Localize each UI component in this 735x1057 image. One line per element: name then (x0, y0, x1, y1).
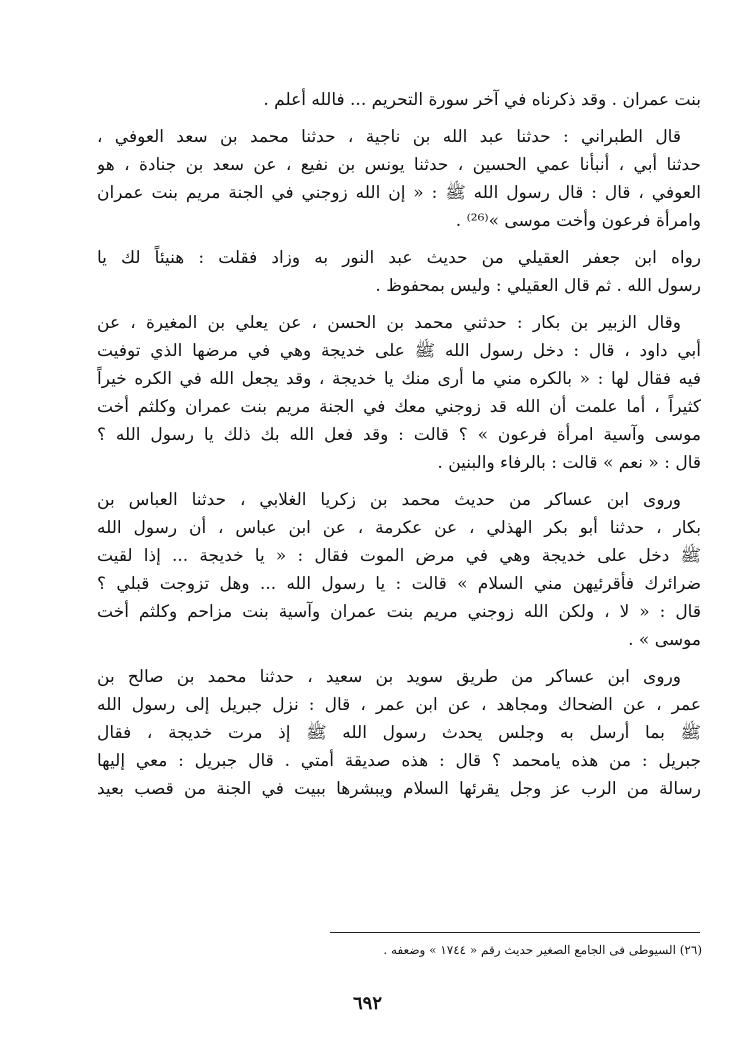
footnote-divider (330, 932, 700, 933)
text-line: جبريل : من هذه يامحمد ؟ قال : هذه صديقة أمتي . قال جبريل : معي إليها (97, 751, 701, 771)
paragraph (97, 123, 701, 235)
text-line: ﷺ بما أرسل به وجلس يحدث رسول الله ﷺ إذ مرت خديجة ، فقال (97, 723, 701, 743)
text-line: موسى وآسية امرأة فرعون » ؟ قالت : وقد فعل الله بك ذلك يا رسول الله ؟ (97, 425, 701, 445)
text-line: قال : « نعم » قالت : بالرفاء والبنين . (437, 453, 701, 473)
text-line: رسول الله . ثم قال العقيلي : وليس بمحفوظ . (375, 276, 701, 296)
text-line: قال : « لا ، ولكن الله زوجني مريم بنت عمران وآسية بنت مزاحم وكلثم أخت (97, 602, 701, 622)
footnote: (٢٦) السيوطى فى الجامع الصغير حديث رقم « ١٧٤٤ » وضعفه . (383, 943, 702, 957)
text-line: كثيراً ، أما علمت أن الله قد زوجني معك في الجنة مريم بنت عمران وكلثم أخت (97, 397, 701, 417)
paragraph (97, 486, 701, 654)
text-line: العوفي ، قال : قال رسول الله ﷺ : « إن الله زوجني في الجنة مريم بنت عمران (97, 183, 701, 203)
text-line: أبي داود ، قال : دخل رسول الله ﷺ على خديجة وهي في مرضها الذي توفيت (97, 341, 701, 361)
main-text (97, 86, 701, 803)
text-line: قال الطبراني : حدثنا عبد الله بن ناجية ، حدثنا محمد بن سعد العوفي ، (97, 127, 681, 147)
text-line: وامرأة فرعون وأخت موسى »⁽²⁶⁾ . (455, 211, 701, 231)
text-line: موسى » . (628, 630, 701, 650)
text-line: عمر ، عن الضحاك ومجاهد ، عن ابن عمر ، قال : نزل جبريل إلى رسول الله (97, 695, 701, 715)
text-line: بنت عمران . وقد ذكرناه في آخر سورة التحريم ... فالله أعلم . (263, 90, 701, 110)
paragraph (97, 663, 701, 803)
text-line: ﷺ دخل على خديجة وهي في مرض الموت فقال : « يا خديجة ... إذا لقيت (97, 546, 701, 566)
page-number: ٦٩٢ (352, 993, 382, 1014)
text-line: فيه فقال لها : « بالكره مني ما أرى منك يا خديجة ، وقد يجعل الله في الكره خيراً (97, 369, 701, 389)
text-line: رسالة من الرب عز وجل يقرئها السلام ويبشرها ببيت في الجنة من قصب بعيد (97, 779, 701, 799)
text-line: وقال الزبير بن بكار : حدثني محمد بن الحسن ، عن يعلي بن المغيرة ، عن (97, 313, 681, 333)
text-line: رواه ابن جعفر العقيلي من حديث عبد النور به وزاد فقلت : هنيئاً لك يا (97, 248, 701, 268)
text-line: حدثنا أبي ، أنبأنا عمي الحسين ، حدثنا يونس بن نفيع ، عن سعد بن جنادة ، هو (97, 155, 701, 175)
text-line: ضرائرك فأقرئيهن مني السلام » قالت : يا رسول الله ... وهل تزوجت قبلي ؟ (97, 574, 701, 594)
paragraph (97, 86, 701, 114)
text-line: وروى ابن عساكر من حديث محمد بن زكريا الغلابي ، حدثنا العباس بن (97, 490, 681, 510)
paragraph (97, 244, 701, 300)
paragraph (97, 309, 701, 477)
text-line: بكار ، حدثنا أبو بكر الهذلي ، عن عكرمة ، عن ابن عباس ، أن رسول الله (97, 518, 701, 538)
text-line: وروى ابن عساكر من طريق سويد بن سعيد ، حدثنا محمد بن صالح بن (97, 667, 681, 687)
